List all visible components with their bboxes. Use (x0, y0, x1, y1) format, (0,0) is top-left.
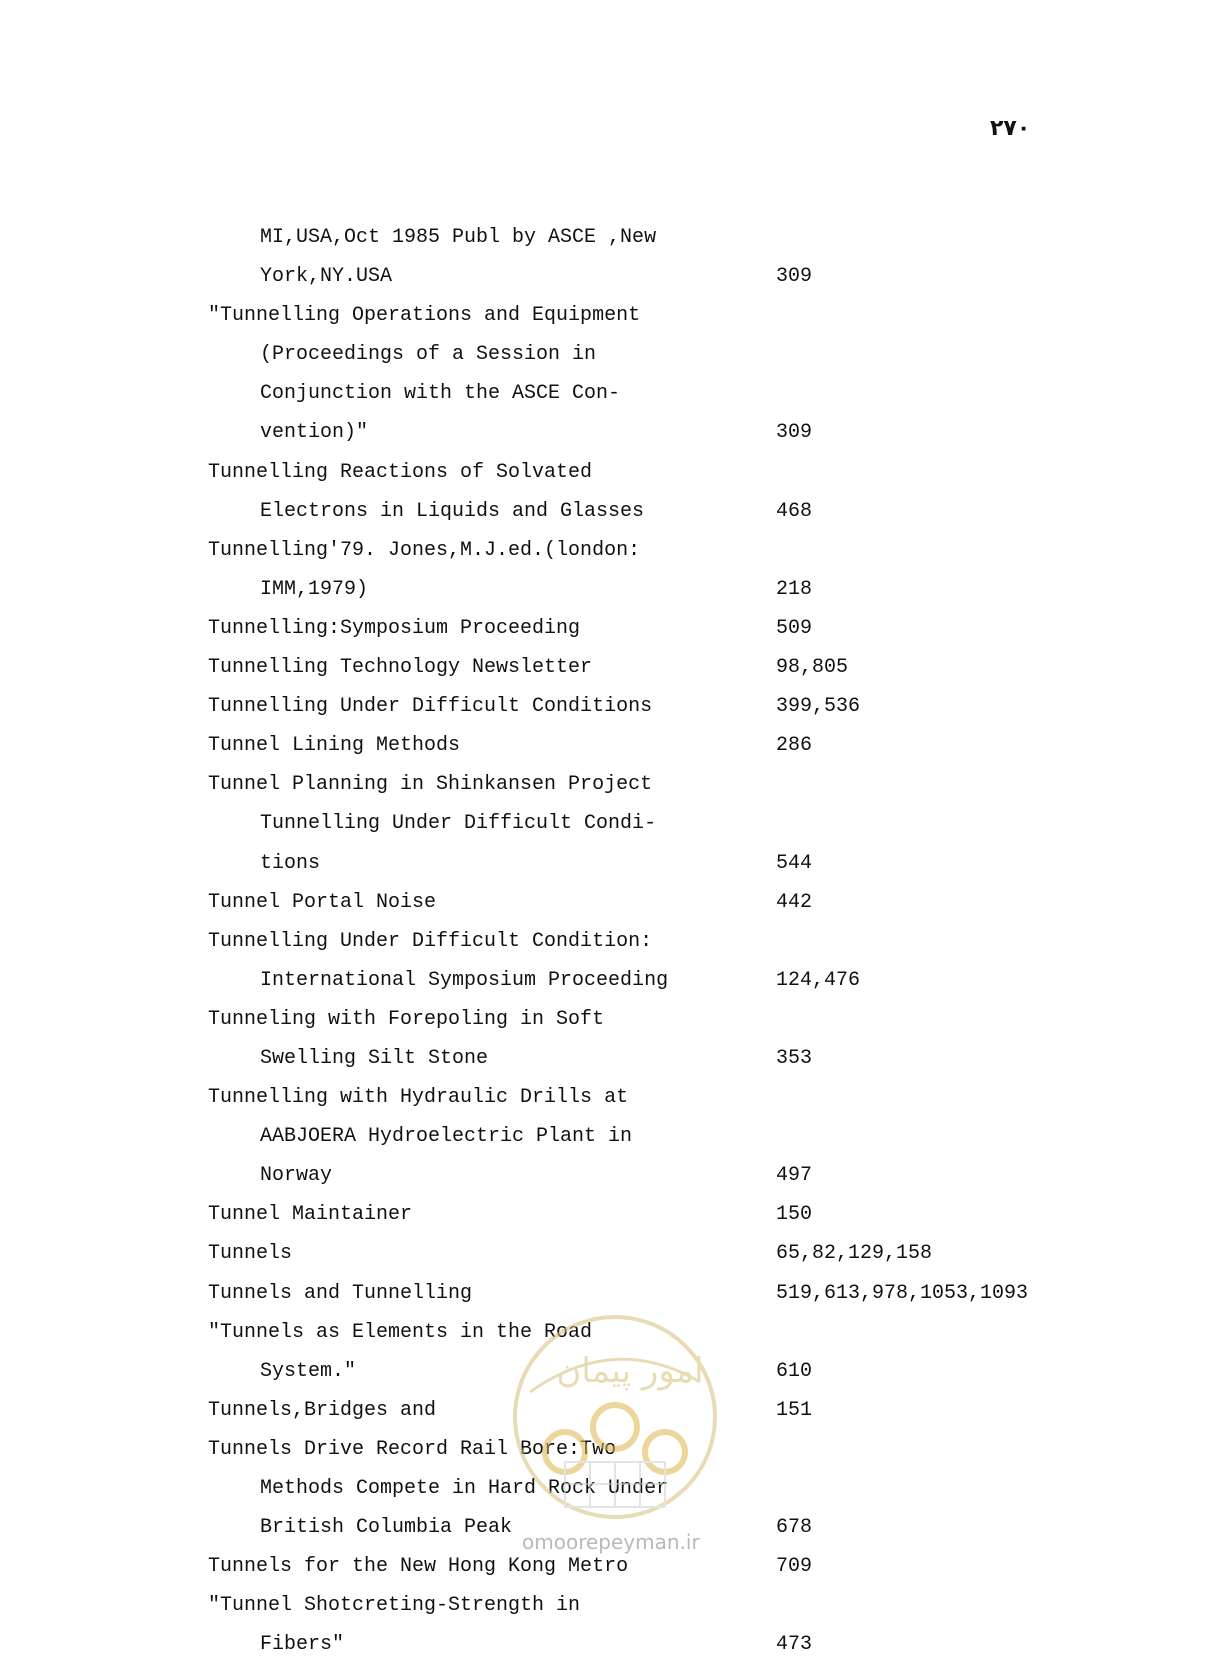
svg-text:امور پیمان: امور پیمان (556, 1351, 704, 1391)
entry-pages: 709 (776, 1555, 813, 1579)
entry-pages: 519,613,978,1053,1093 (776, 1281, 1029, 1305)
entry-text: Swelling Silt Stone (260, 1046, 489, 1070)
index-entry (0, 891, 1228, 930)
index-entry-continuation (0, 1047, 1228, 1086)
index-entry-continuation (0, 265, 1228, 304)
entry-pages: 509 (776, 616, 813, 640)
entry-text: Tunnel Maintainer (208, 1203, 413, 1227)
entry-text: Conjunction with the ASCE Con- (260, 382, 621, 406)
entry-text: Tunnel Lining Methods (208, 734, 461, 758)
entry-text: Tunnels Drive Record Rail Bore:Two (208, 1437, 617, 1461)
entry-text: tions (260, 851, 321, 875)
entry-pages: 497 (776, 1164, 813, 1188)
entry-pages: 286 (776, 734, 813, 758)
index-entry-continuation (0, 382, 1228, 421)
index-entry-continuation (0, 812, 1228, 851)
index-entry (0, 1438, 1228, 1477)
entry-pages: 353 (776, 1046, 813, 1070)
entry-text: Tunnels and Tunnelling (208, 1281, 473, 1305)
entry-text: Tunnelling:Symposium Proceeding (208, 616, 581, 640)
index-entry (0, 1008, 1228, 1047)
entry-text: vention)" (260, 421, 369, 445)
index-entry-continuation (0, 1164, 1228, 1203)
entry-pages: 399,536 (776, 695, 861, 719)
entry-text: York,NY.USA (260, 265, 393, 289)
entry-text: Tunnels,Bridges and (208, 1398, 437, 1422)
entry-text: "Tunnelling Operations and Equipment (208, 304, 641, 328)
entry-pages: 218 (776, 577, 813, 601)
entry-text: Tunneling with Forepoling in Soft (208, 1007, 605, 1031)
index-entry-continuation (0, 1516, 1228, 1555)
index-entry (0, 1555, 1228, 1594)
entry-pages: 98,805 (776, 656, 849, 680)
index-entry (0, 304, 1228, 343)
index-entry (0, 617, 1228, 656)
index-entry (0, 734, 1228, 773)
index-entry-continuation (0, 343, 1228, 382)
entry-text: Tunnelling with Hydraulic Drills at (208, 1086, 629, 1110)
index-entry-continuation (0, 969, 1228, 1008)
entry-text: (Proceedings of a Session in (260, 343, 597, 367)
index-entry (0, 930, 1228, 969)
index-entry (0, 1594, 1228, 1633)
index-entry (0, 656, 1228, 695)
index-entry (0, 1242, 1228, 1281)
entry-pages: 468 (776, 499, 813, 523)
entry-text: Tunnelling Technology Newsletter (208, 656, 593, 680)
entry-pages: 65,82,129,158 (776, 1242, 933, 1266)
entry-pages: 473 (776, 1633, 813, 1657)
entry-text: Tunnelling Reactions of Solvated (208, 460, 593, 484)
index-list (0, 226, 1228, 1672)
entry-text: MI,USA,Oct 1985 Publ by ASCE ,New (260, 226, 657, 249)
entry-text: IMM,1979) (260, 577, 369, 601)
entry-text: Tunnel Portal Noise (208, 890, 437, 914)
entry-text: Tunnel Planning in Shinkansen Project (208, 773, 653, 797)
entry-pages: 150 (776, 1203, 813, 1227)
index-entry-continuation (0, 1360, 1228, 1399)
entry-text: Tunnelling'79. Jones,M.J.ed.(london: (208, 538, 641, 562)
entry-pages: 124,476 (776, 968, 861, 992)
index-entry (0, 1321, 1228, 1360)
entry-text: Tunnels (208, 1242, 293, 1266)
index-entry (0, 773, 1228, 812)
entry-text: International Symposium Proceeding (260, 968, 669, 992)
index-entry (0, 1203, 1228, 1242)
index-entry (0, 695, 1228, 734)
entry-pages: 309 (776, 421, 813, 445)
index-entry-continuation (0, 1477, 1228, 1516)
entry-text: Fibers" (260, 1633, 345, 1657)
index-entry-continuation (0, 578, 1228, 617)
entry-text: "Tunnel Shotcreting-Strength in (208, 1594, 581, 1618)
entry-pages: 544 (776, 851, 813, 875)
index-entry (0, 226, 1228, 265)
entry-text: Norway (260, 1164, 333, 1188)
entry-text: Tunnelling Under Difficult Condition: (208, 929, 653, 953)
index-entry-continuation (0, 500, 1228, 539)
index-entry-continuation (0, 1125, 1228, 1164)
index-entry-continuation (0, 421, 1228, 460)
index-entry (0, 539, 1228, 578)
index-entry (0, 1282, 1228, 1321)
entry-text: "Tunnels as Elements in the Road (208, 1320, 593, 1344)
index-entry-continuation (0, 852, 1228, 891)
entry-pages: 309 (776, 265, 813, 289)
entry-text: Electrons in Liquids and Glasses (260, 499, 645, 523)
entry-text: Tunnels for the New Hong Kong Metro (208, 1555, 629, 1579)
index-entry (0, 1399, 1228, 1438)
entry-text: Methods Compete in Hard Rock Under (260, 1477, 669, 1500)
entry-text: Tunnelling Under Difficult Condi- (260, 812, 657, 836)
watermark-text: omoorepeyman.ir (522, 1530, 700, 1554)
entry-pages: 442 (776, 890, 813, 914)
index-entry (0, 1086, 1228, 1125)
entry-text: AABJOERA Hydroelectric Plant in (260, 1125, 633, 1149)
entry-text: Tunnelling Under Difficult Conditions (208, 695, 653, 719)
index-entry (0, 461, 1228, 500)
entry-pages: 678 (776, 1516, 813, 1540)
index-entry-continuation (0, 1633, 1228, 1672)
entry-text: British Columbia Peak (260, 1516, 513, 1540)
page-number: ۲۷۰ (990, 116, 1031, 141)
entry-pages: 610 (776, 1359, 813, 1383)
entry-text: System." (260, 1359, 357, 1383)
entry-pages: 151 (776, 1398, 813, 1422)
